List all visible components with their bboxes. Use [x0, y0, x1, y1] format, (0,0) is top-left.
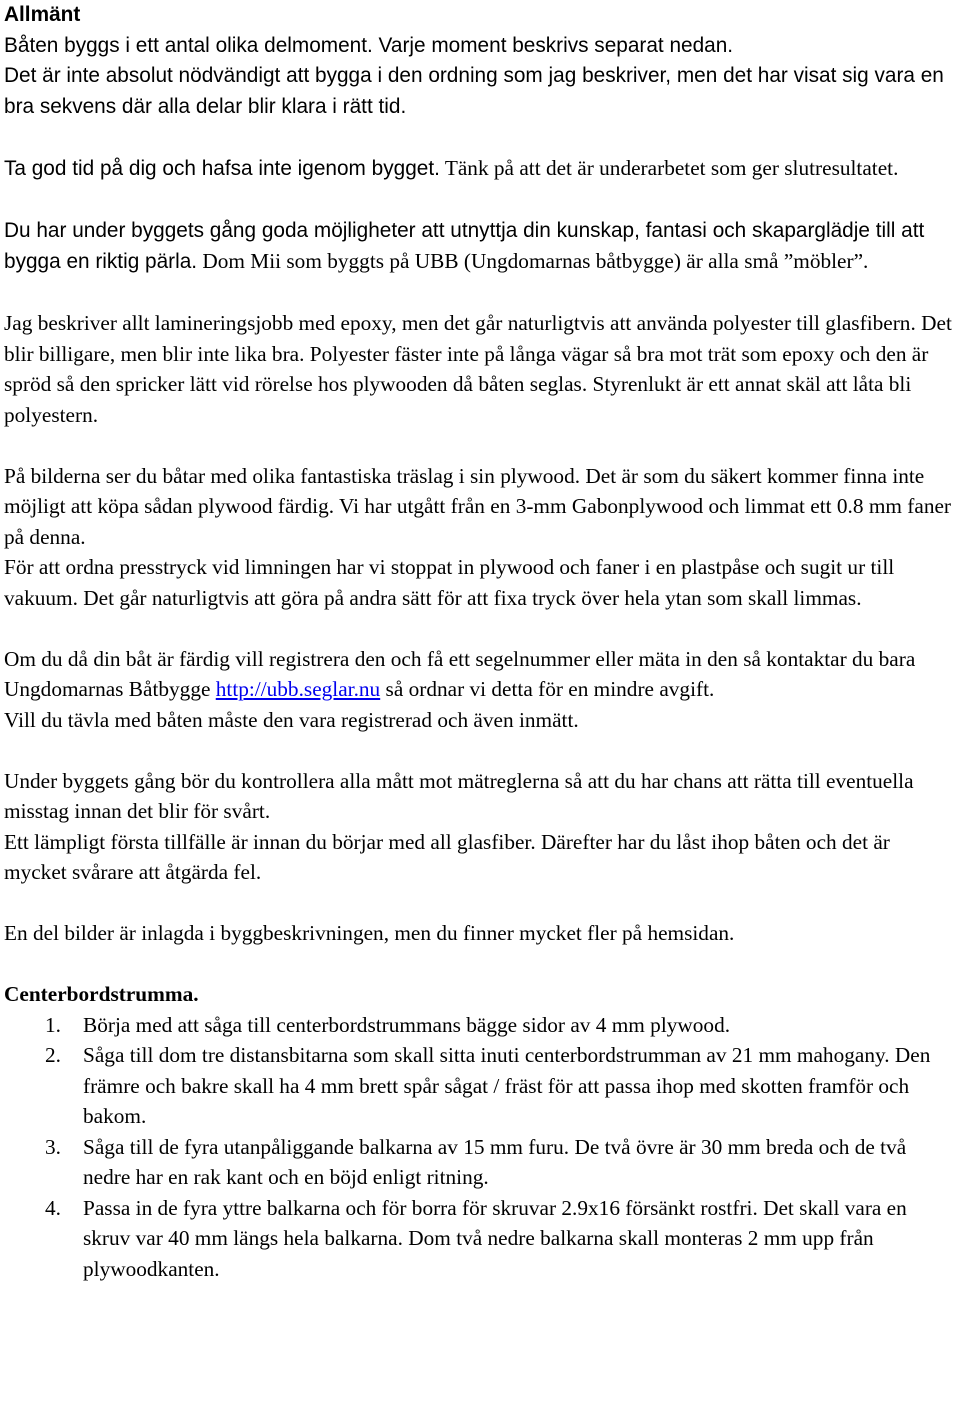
list-item	[4, 1040, 956, 1132]
paragraph-check-2: Ett lämpligt första tillfälle är innan du börjar med all glasfiber. Därefter har du låst ihop båten och det är mycket svårare att åtgärda fel.	[4, 829, 890, 884]
paragraph-epoxy	[4, 308, 956, 430]
paragraph-take-time	[4, 153, 956, 185]
paragraph-pearl-part-b: Dom Mii som byggts på UBB (Ungdomarnas båtbygge) är alla små ”möbler”.	[197, 249, 869, 273]
paragraph-plywood-1: På bilderna ser du båtar med olika fantastiska träslag i sin plywood. Det är som du säkert kommer finna inte möjligt att köpa sådan plywood färdig. Vi har utgått från en 3-mm Gabonplywood och limmat ett 0.8 mm faner på denna.	[4, 463, 952, 549]
paragraph-plywood-2: För att ordna presstryck vid limningen har vi stoppat in plywood och faner i en plastpåse och sugit ur till vakuum. Det går naturligtvis att göra på andra sätt för att fixa tryck över hela ytan som skall limmas.	[4, 555, 895, 610]
list-item-text: Börja med att såga till centerbordstrummans bägge sidor av 4 mm plywood.	[83, 1012, 731, 1037]
paragraph-registration-text-before: Om du då din båt är färdig vill registrera den och få ett segelnummer eller mäta in den så kontaktar du bara Ungdomarnas Båtbygge	[4, 646, 916, 701]
list-item-text: Passa in de fyra yttre balkarna och för borra för skruvar 2.9x16 försänkt rostfri. Det skall vara en skruv var 40 mm längs hela balkarna. Dom två nedre balkarna skall monteras 2 mm upp från plywoodkanten.	[83, 1195, 907, 1281]
paragraph-epoxy-part-b: Det blir billigare, men blir inte lika bra. Polyester fäster inte på långa vägar så bra mot trät som epoxy och den är spröd så den spricker lätt vid rörelse hos plywooden då båten seglas. Styrenlukt är ett annat skäl att låta bli polyestern.	[4, 311, 952, 427]
paragraph-take-time-part-b: Tänk på att det är underarbetet som ger slutresultatet.	[439, 155, 899, 180]
list-item	[4, 1132, 956, 1193]
paragraph-pearl	[4, 215, 956, 278]
paragraph-registration-text-after: så ordnar vi detta för en mindre avgift.	[380, 677, 715, 701]
section-heading-allmant: Allmänt	[4, 3, 81, 26]
paragraph-pictures: En del bilder är inlagda i byggbeskrivningen, men du finner mycket fler på hemsidan.	[4, 921, 735, 945]
paragraph-registration-2: Vill du tävla med båten måste den vara registrerad och även inmätt.	[4, 707, 579, 732]
paragraph-take-time-part-a: Ta god tid på dig och hafsa inte igenom bygget.	[4, 156, 440, 180]
ubb-website-link[interactable]: http://ubb.seglar.nu	[215, 677, 381, 701]
paragraph-registration	[4, 644, 956, 705]
list-item-number: 4.	[45, 1195, 61, 1220]
paragraph-epoxy-part-a: Jag beskriver allt lamineringsjobb med epoxy, men det går naturligtvis att använda polyester till glasfibern.	[4, 311, 916, 335]
intro-paragraph-1: Båten byggs i ett antal olika delmoment. Varje moment beskrivs separat nedan.	[4, 33, 734, 57]
paragraph-check-1: Under byggets gång bör du kontrollera alla mått mot mätreglerna så att du har chans att rätta till eventuella misstag innan det blir för svårt.	[4, 768, 914, 823]
intro-paragraph-2: Det är inte absolut nödvändigt att bygga i den ordning som jag beskriver, men det har visat sig vara en bra sekvens där alla delar blir klara i rätt tid.	[4, 64, 944, 118]
paragraph-pearl-part-a: Du har under byggets gång goda möjligheter att utnyttja din kunskap, fantasi och skaparglädje till att bygga en riktig pärla.	[4, 218, 925, 273]
centerbord-steps-list	[4, 1010, 956, 1285]
list-item	[4, 1010, 956, 1041]
list-item-number: 2.	[45, 1043, 61, 1067]
list-item-number: 1.	[45, 1012, 61, 1037]
document-page	[4, 0, 956, 1284]
section-heading-centerbordstrumma: Centerbordstrumma.	[4, 982, 199, 1006]
list-item-text: Såga till dom tre distansbitarna som skall sitta inuti centerbordstrumman av 21 mm mahogany. Den främre och bakre skall ha 4 mm brett spår sågat / fräst för att passa ihop med skotten framför och bakom.	[83, 1043, 931, 1128]
list-item-text: Såga till de fyra utanpåliggande balkarna av 15 mm furu. De två övre är 30 mm breda och de två nedre har en rak kant och en böjd enligt ritning.	[83, 1134, 907, 1189]
list-item	[4, 1193, 956, 1285]
list-item-number: 3.	[45, 1134, 61, 1159]
